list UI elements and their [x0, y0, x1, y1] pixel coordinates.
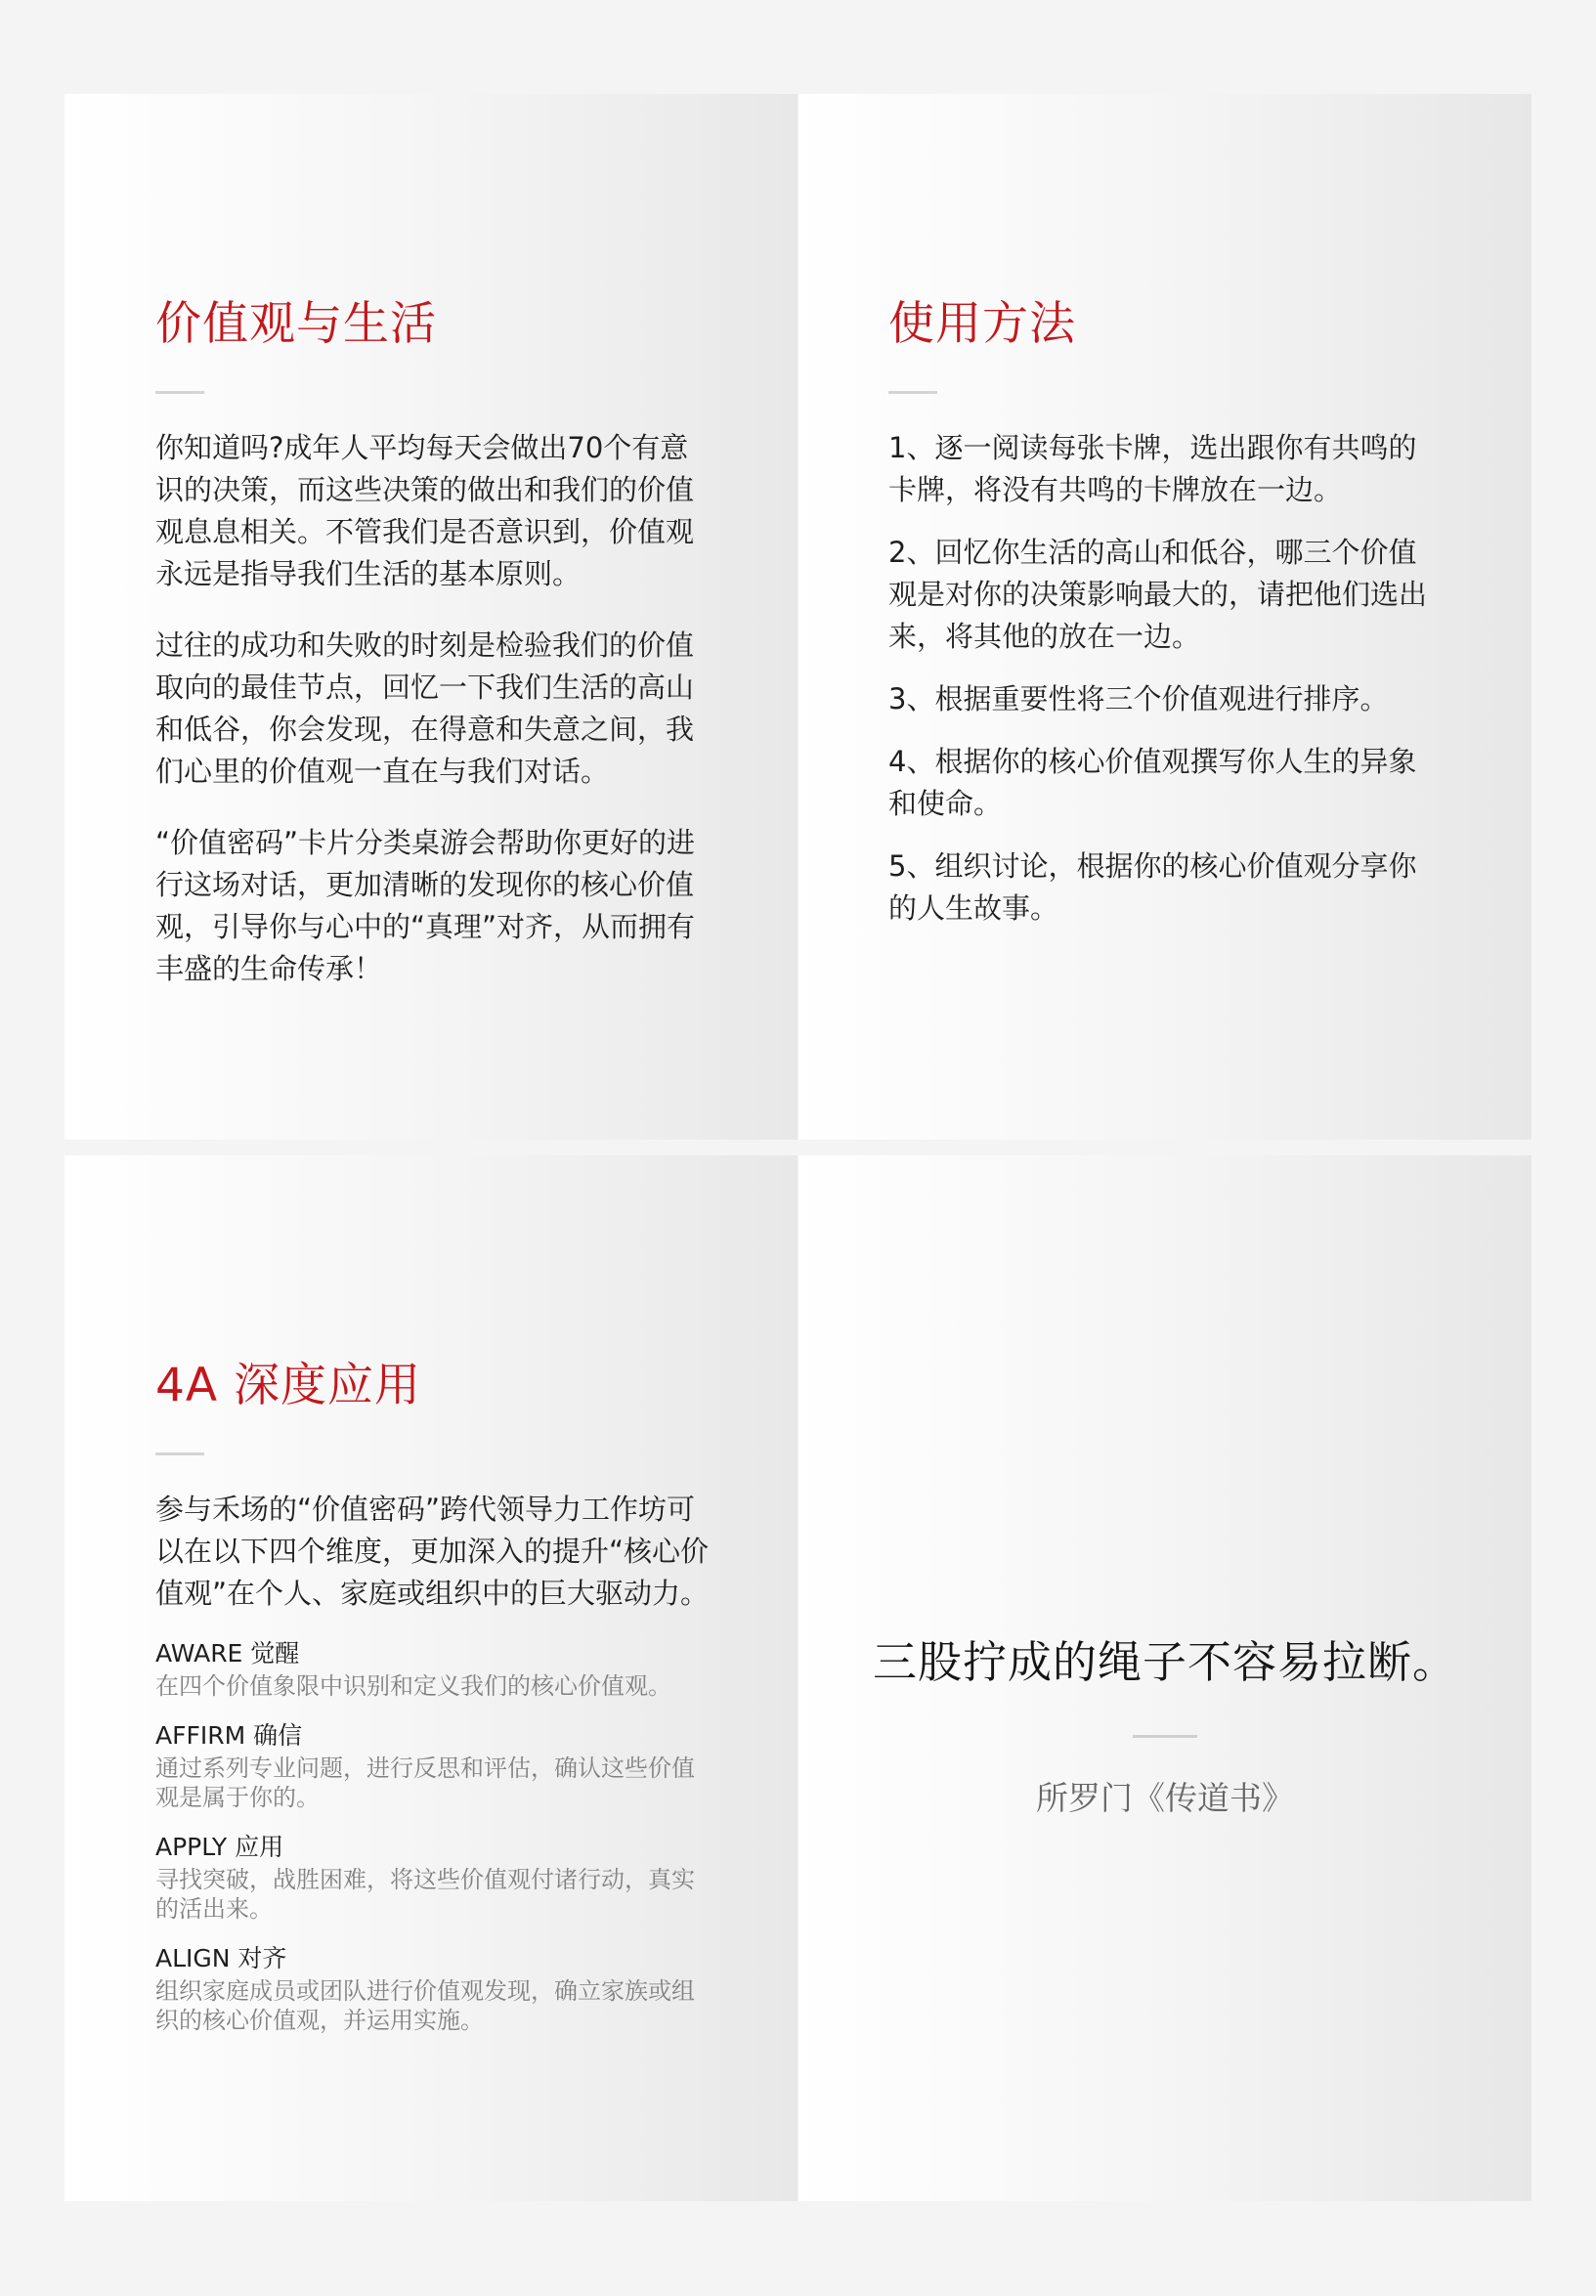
panel-title: 4A 深度应用 — [155, 1359, 421, 1412]
quote-source: 所罗门《传道书》 — [1036, 1778, 1294, 1817]
quote-divider — [1133, 1735, 1197, 1738]
step-item: 1、逐一阅读每张卡牌，选出跟你有共鸣的卡牌，将没有共鸣的卡牌放在一边。 — [888, 431, 1417, 507]
item-heading: APPLY 应用 — [155, 1833, 284, 1862]
intro-paragraph: 参与禾场的“价值密码”跨代领导力工作坊可以在以下四个维度，更加深入的提升“核心价值观”在个人、家庭或组织中的巨大驱动力。 — [155, 1493, 710, 1611]
item-heading: AFFIRM 确信 — [155, 1721, 303, 1751]
panel-content — [155, 1359, 710, 2055]
title-divider — [155, 391, 204, 394]
item-heading: AWARE 觉醒 — [155, 1639, 300, 1668]
paragraph: 你知道吗?成年人平均每天会做出70个有意识的决策，而这些决策的做出和我们的价值观息息相关。不管我们是否意识到，价值观永远是指导我们生活的基本原则。 — [155, 431, 695, 591]
panel-title: 使用方法 — [888, 297, 1076, 351]
quote-text: 三股拧成的绳子不容易拉断。 — [872, 1636, 1457, 1688]
panel-quote — [798, 1155, 1531, 2201]
step-item: 3、根据重要性将三个价值观进行排序。 — [888, 682, 1389, 716]
list-item — [155, 1638, 710, 1701]
title-divider — [888, 391, 937, 394]
title-divider — [155, 1452, 204, 1455]
list-item — [155, 1832, 710, 1924]
item-description: 通过系列专业问题，进行反思和评估，确认这些价值观是属于你的。 — [155, 1754, 695, 1812]
step-item: 4、根据你的核心价值观撰写你人生的异象和使命。 — [888, 745, 1417, 821]
panel-4a-deep-application — [65, 1155, 798, 2201]
list-item — [155, 1720, 710, 1812]
quote-block — [798, 1634, 1531, 1819]
item-description: 在四个价值象限中识别和定义我们的核心价值观。 — [155, 1672, 671, 1701]
panel-title: 价值观与生活 — [155, 297, 437, 351]
step-item: 2、回忆你生活的高山和低谷，哪三个价值观是对你的决策影响最大的，请把他们选出来，将其他的放在一边。 — [888, 536, 1428, 654]
item-heading: ALIGN 对齐 — [155, 1944, 287, 1973]
list-item — [155, 1943, 710, 2035]
panel-content — [155, 297, 710, 1019]
paragraph: “价值密码”卡片分类桌游会帮助你更好的进行这场对话，更加清晰的发现你的核心价值观，引导你与心中的“真理”对齐，从而拥有丰盛的生命传承！ — [155, 826, 696, 986]
item-description: 组织家庭成员或团队进行价值观发现，确立家族或组织的核心价值观，并运用实施。 — [155, 1977, 695, 2035]
panel-content — [888, 297, 1444, 950]
panel-how-to-use — [798, 94, 1531, 1140]
item-description: 寻找突破，战胜困难，将这些价值观付诸行动，真实的活出来。 — [155, 1866, 695, 1924]
paragraph: 过往的成功和失败的时刻是检验我们的价值取向的最佳节点，回忆一下我们生活的高山和低谷，你会发现，在得意和失意之间，我们心里的价值观一直在与我们对话。 — [155, 628, 695, 789]
step-item: 5、组织讨论，根据你的核心价值观分享你的人生故事。 — [888, 849, 1417, 926]
panel-values-and-life — [65, 94, 798, 1140]
